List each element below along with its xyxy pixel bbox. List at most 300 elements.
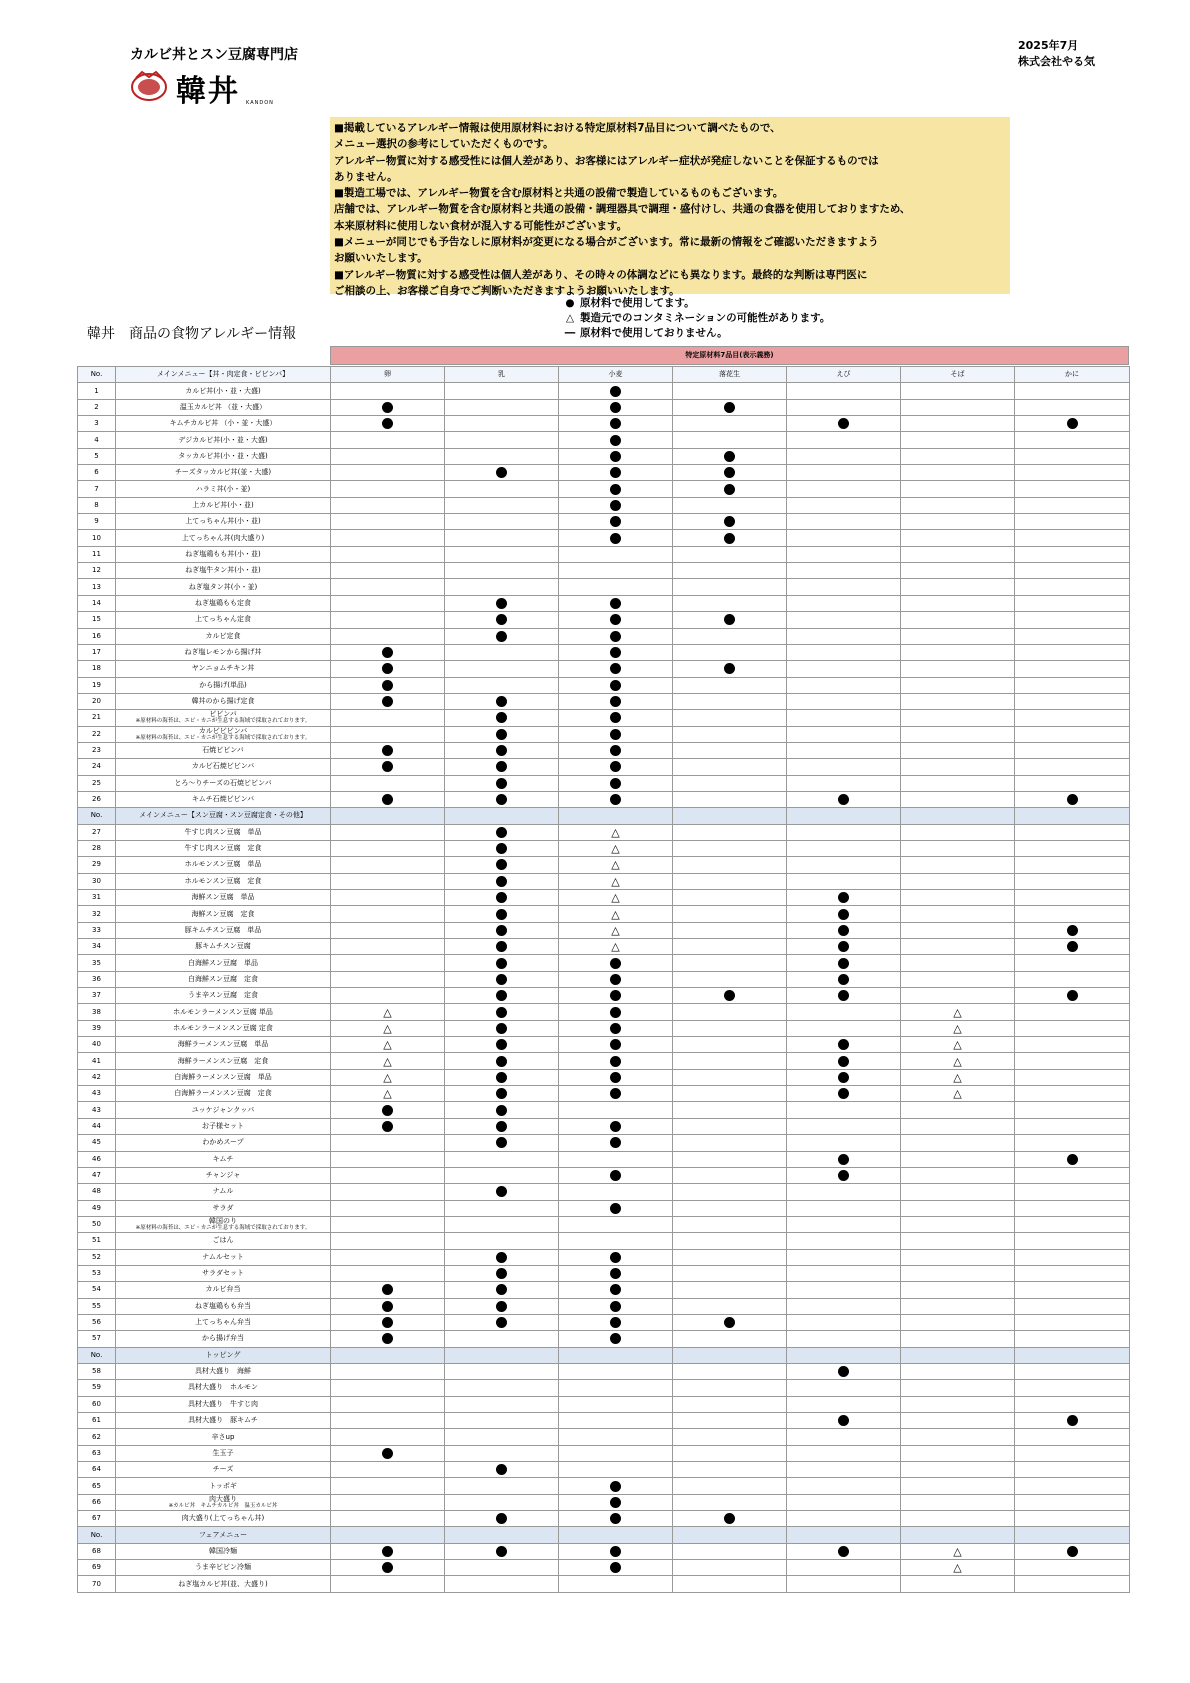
allergen-cell: [901, 1429, 1015, 1445]
allergen-cell: [901, 1233, 1015, 1249]
table-row: [78, 465, 1130, 481]
allergen-cell: [331, 693, 445, 709]
menu-item-name: [116, 1331, 331, 1347]
allergen-cell: [331, 399, 445, 415]
allergen-cell: [331, 661, 445, 677]
allergen-cell: [787, 939, 901, 955]
allergen-cell: [331, 1053, 445, 1069]
allergen-cell: [445, 677, 559, 693]
table-row: [78, 1069, 1130, 1085]
allergen-cell: [559, 824, 673, 840]
notice-line: ■掲載しているアレルギー情報は使用原材料における特定原材料7品目について調べたもので、: [334, 122, 781, 134]
row-number: 51: [78, 1233, 116, 1249]
allergen-cell: [901, 612, 1015, 628]
allergen-cell: [1015, 1576, 1130, 1592]
contains-mark: [610, 696, 621, 707]
allergen-cell: [673, 1020, 787, 1036]
contamination-mark: △: [953, 1054, 962, 1068]
allergen-cell: [1015, 432, 1130, 448]
allergy-table: [77, 366, 1130, 1593]
notice-line: ■製造工場では、アレルギー物質を含む原材料と共通の設備で製造しているものもございます。: [334, 187, 784, 200]
table-row: [78, 1265, 1130, 1281]
menu-item-name: [116, 1184, 331, 1200]
contains-mark: [382, 745, 393, 756]
table-row: [78, 563, 1130, 579]
allergen-cell: [1015, 481, 1130, 497]
allergen-cell: [1015, 1167, 1130, 1183]
section-cell: [445, 1527, 559, 1543]
allergen-cell: [901, 726, 1015, 742]
menu-item-name: [116, 1135, 331, 1151]
allergen-cell: [331, 1494, 445, 1510]
allergen-cell: [673, 1118, 787, 1134]
allergen-cell: [331, 546, 445, 562]
contains-mark: [496, 1137, 507, 1148]
allergen-cell: [1015, 1494, 1130, 1510]
allergen-cell: [787, 1429, 901, 1445]
table-row: [78, 1445, 1130, 1461]
allergen-cell: [673, 612, 787, 628]
contains-mark: [838, 925, 849, 936]
allergen-cell: [445, 1511, 559, 1527]
menu-item-name: [116, 448, 331, 464]
contains-mark: [496, 1464, 507, 1475]
allergen-cell: [559, 1037, 673, 1053]
contains-mark: [610, 778, 621, 789]
allergen-cell: [787, 1560, 901, 1576]
menu-item-label: ホルモンスン豆腐 単品: [184, 860, 262, 869]
allergen-cell: [673, 971, 787, 987]
menu-item-name: [116, 1576, 331, 1592]
allergen-cell: [559, 873, 673, 889]
contains-mark: [610, 1301, 621, 1312]
allergen-cell: [673, 1053, 787, 1069]
contains-mark: [496, 467, 507, 478]
menu-item-label: サラダセット: [202, 1269, 244, 1278]
menu-item-note: ※カルビ丼 キムチカルビ丼 温玉カルビ丼: [168, 1502, 278, 1509]
row-number: 62: [78, 1429, 116, 1445]
legend-text: 原材料で使用しておりません。: [580, 327, 728, 339]
menu-item-name: [116, 1167, 331, 1183]
allergen-cell: [787, 1282, 901, 1298]
allergen-cell: [901, 1102, 1015, 1118]
row-number: 57: [78, 1331, 116, 1347]
section-cell: [331, 808, 445, 824]
allergen-cell: [331, 1249, 445, 1265]
brand-logo-text: 韓丼: [176, 74, 240, 109]
row-number: 6: [78, 465, 116, 481]
menu-item-label: ねぎ塩鶏もも定食: [195, 598, 251, 607]
allergen-cell: [559, 448, 673, 464]
allergen-cell: [559, 1151, 673, 1167]
allergen-cell: [331, 1200, 445, 1216]
row-number: 56: [78, 1314, 116, 1330]
contains-mark: [496, 1546, 507, 1557]
menu-item-name: [116, 759, 331, 775]
contains-mark: [610, 647, 621, 658]
allergen-cell: [445, 1069, 559, 1085]
allergen-cell: [673, 775, 787, 791]
contains-mark: [496, 745, 507, 756]
menu-item-label: トッポギ: [209, 1481, 237, 1490]
allergen-cell: [331, 1118, 445, 1134]
contains-mark: [610, 467, 621, 478]
contains-mark: [838, 909, 849, 920]
menu-item-name: [116, 775, 331, 791]
table-row: [78, 644, 1130, 660]
allergen-cell: [559, 1298, 673, 1314]
allergen-cell: [1015, 840, 1130, 856]
allergen-cell: [445, 1445, 559, 1461]
allergen-cell: [901, 1167, 1015, 1183]
row-number: 19: [78, 677, 116, 693]
allergen-cell: [445, 1298, 559, 1314]
menu-item-label: から揚げ(単品): [199, 680, 247, 689]
allergen-cell: [445, 906, 559, 922]
menu-item-name: [116, 1086, 331, 1102]
allergen-cell: [901, 1396, 1015, 1412]
row-number: 43: [78, 1102, 116, 1118]
allergen-cell: [673, 726, 787, 742]
allergen-cell: [445, 497, 559, 513]
allergen-cell: [445, 644, 559, 660]
contains-mark: [610, 729, 621, 740]
allergen-cell: [445, 890, 559, 906]
contains-mark: [496, 990, 507, 1001]
row-number: 20: [78, 693, 116, 709]
menu-item-label: 白海鮮スン豆腐 定食: [188, 974, 258, 983]
allergen-cell: [673, 563, 787, 579]
allergen-cell: [1015, 546, 1130, 562]
allergen-cell: [901, 939, 1015, 955]
contains-mark: [610, 1088, 621, 1099]
allergen-cell: [901, 448, 1015, 464]
allergen-cell: [559, 1118, 673, 1134]
no-header: No.: [78, 1527, 116, 1543]
contains-mark: [496, 712, 507, 723]
menu-item-name: [116, 824, 331, 840]
allergen-cell: [1015, 791, 1130, 807]
contains-mark: [496, 843, 507, 854]
logo-seal-icon: [130, 70, 168, 102]
menu-item-label: ユッケジャンクッパ: [191, 1105, 255, 1114]
allergen-cell: [445, 1167, 559, 1183]
allergen-cell: [559, 1020, 673, 1036]
allergen-cell: [445, 1249, 559, 1265]
allergen-cell: [901, 1576, 1015, 1592]
allergen-cell: [559, 955, 673, 971]
table-row: [78, 693, 1130, 709]
table-row: [78, 742, 1130, 758]
row-number: 34: [78, 939, 116, 955]
contains-mark: [496, 1072, 507, 1083]
contains-mark: [382, 1301, 393, 1312]
allergen-cell: [901, 971, 1015, 987]
contamination-mark: △: [953, 1087, 962, 1101]
table-row: [78, 775, 1130, 791]
allergen-cell: [787, 791, 901, 807]
contains-mark: [496, 1088, 507, 1099]
allergen-cell: [445, 465, 559, 481]
allergen-cell: [559, 922, 673, 938]
allergen-cell: [331, 595, 445, 611]
menu-item-label: 牛すじ肉スン豆腐 単品: [184, 827, 262, 836]
allergen-cell: [787, 1462, 901, 1478]
menu-item-note: ※原材料の海苔は、エビ・カニが生息する海域で採取されております。: [135, 718, 311, 725]
allergen-cell: [559, 563, 673, 579]
table-row: [78, 791, 1130, 807]
table-row: [78, 1331, 1130, 1347]
allergen-cell: [673, 988, 787, 1004]
allergen-cell: [787, 1053, 901, 1069]
contains-mark: [1067, 1154, 1078, 1165]
section-title: フェアメニュー: [116, 1527, 331, 1543]
table-row: [78, 661, 1130, 677]
allergen-cell: [901, 481, 1015, 497]
menu-item-label: 生玉子: [212, 1448, 234, 1457]
allergen-cell: [673, 530, 787, 546]
row-number: 13: [78, 579, 116, 595]
allergen-cell: [673, 922, 787, 938]
contains-mark: [610, 598, 621, 609]
menu-item-label: 豚キムチスン豆腐: [195, 942, 251, 951]
table-row: [78, 530, 1130, 546]
table-row: [78, 1167, 1130, 1183]
menu-item-label: ねぎ塩レモンから揚げ丼: [184, 648, 262, 657]
contains-mark: [610, 451, 621, 462]
allergen-cell: [559, 1167, 673, 1183]
allergen-cell: [331, 1331, 445, 1347]
allergen-cell: [1015, 1184, 1130, 1200]
allergen-cell: [1015, 1331, 1130, 1347]
menu-item-name: [116, 1004, 331, 1020]
allergen-cell: [559, 1494, 673, 1510]
allergen-cell: [787, 628, 901, 644]
contains-mark: [610, 1007, 621, 1018]
section-cell: [1015, 1347, 1130, 1363]
allergen-cell: [787, 644, 901, 660]
allergen-cell: [673, 546, 787, 562]
allergen-cell: [673, 432, 787, 448]
menu-item-label: ナムル: [212, 1187, 234, 1196]
allergen-cell: [901, 775, 1015, 791]
allergen-cell: [1015, 1396, 1130, 1412]
allergen-cell: [787, 677, 901, 693]
contamination-mark: △: [611, 907, 620, 921]
section-cell: [331, 1347, 445, 1363]
allergen-cell: [673, 1576, 787, 1592]
menu-item-name: [116, 383, 331, 399]
table-row: [78, 1494, 1130, 1510]
allergen-cell: [1015, 628, 1130, 644]
allergen-cell: [673, 448, 787, 464]
contains-mark: [610, 631, 621, 642]
menu-item-label: 上てっちゃん丼(小・並): [185, 517, 261, 526]
allergen-cell: [787, 1249, 901, 1265]
allergen-cell: [559, 775, 673, 791]
allergen-cell: [331, 1233, 445, 1249]
allergen-cell: [673, 514, 787, 530]
contamination-mark: △: [611, 842, 620, 856]
menu-item-label: 具材大盛り 豚キムチ: [188, 1416, 258, 1425]
allergen-cell: [559, 1462, 673, 1478]
allergen-cell: [787, 1069, 901, 1085]
contamination-mark: △: [383, 1021, 392, 1035]
contains-mark: [496, 761, 507, 772]
contains-mark: [610, 1513, 621, 1524]
contains-mark: [610, 1562, 621, 1573]
allergen-cell: [559, 677, 673, 693]
allergen-cell: [559, 465, 673, 481]
allergen-cell: [1015, 824, 1130, 840]
contains-mark: [610, 516, 621, 527]
contains-mark: [1067, 925, 1078, 936]
row-number: 49: [78, 1200, 116, 1216]
row-number: 32: [78, 906, 116, 922]
menu-item-name: [116, 1265, 331, 1281]
allergen-cell: [787, 595, 901, 611]
allergen-cell: [1015, 988, 1130, 1004]
allergen-cell: [787, 742, 901, 758]
allergen-cell: [559, 1396, 673, 1412]
section-cell: [901, 808, 1015, 824]
allergen-cell: [673, 857, 787, 873]
allergen-cell: [331, 1396, 445, 1412]
document-date: 2025年7月: [1018, 39, 1079, 52]
allergen-header: 小麦: [559, 367, 673, 383]
allergen-cell: [559, 1363, 673, 1379]
allergen-cell: [445, 1200, 559, 1216]
allergen-cell: [787, 890, 901, 906]
menu-item-name: [116, 1543, 331, 1559]
allergen-cell: [331, 857, 445, 873]
menu-item-label: ハラミ丼(小・並): [195, 484, 251, 493]
row-number: 1: [78, 383, 116, 399]
contains-mark: [382, 1317, 393, 1328]
allergen-cell: [787, 824, 901, 840]
allergen-cell: [787, 497, 901, 513]
contamination-mark: △: [953, 1070, 962, 1084]
table-row: [78, 497, 1130, 513]
allergen-cell: [787, 840, 901, 856]
contains-mark: [496, 1284, 507, 1295]
table-row: [78, 1511, 1130, 1527]
allergen-cell: [559, 857, 673, 873]
notice-line: ■メニューが同じでも予告なしに原材料が変更になる場合がございます。常に最新の情報をご確認いただきますよう: [334, 236, 879, 249]
allergen-cell: [673, 873, 787, 889]
contains-mark: [724, 533, 735, 544]
row-number: 39: [78, 1020, 116, 1036]
allergen-cell: [673, 1429, 787, 1445]
allergen-cell: [559, 791, 673, 807]
section-cell: [901, 1347, 1015, 1363]
contains-mark: [382, 663, 393, 674]
table-row: [78, 1086, 1130, 1102]
allergen-cell: [901, 1249, 1015, 1265]
table-row: [78, 1037, 1130, 1053]
allergen-cell: [445, 546, 559, 562]
contains-mark: [610, 1546, 621, 1557]
table-row: [78, 1462, 1130, 1478]
menu-item-label: 上てっちゃん丼(肉大盛り): [181, 533, 265, 542]
allergen-cell: [445, 1331, 559, 1347]
menu-item-name: [116, 726, 331, 742]
contains-mark: [610, 1317, 621, 1328]
allergen-cell: [331, 530, 445, 546]
menu-item-label: ホルモンスン豆腐 定食: [184, 876, 262, 885]
contains-mark: [838, 990, 849, 1001]
allergen-cell: [1015, 873, 1130, 889]
allergen-cell: [445, 1576, 559, 1592]
contains-mark: [724, 451, 735, 462]
allergen-cell: [559, 416, 673, 432]
allergen-group-banner: 特定原材料7品目(表示義務): [330, 346, 1129, 365]
table-row: [78, 1363, 1130, 1379]
allergen-cell: [901, 1086, 1015, 1102]
menu-item-label: 石焼ビビンバ: [202, 746, 244, 755]
allergen-cell: [901, 1282, 1015, 1298]
menu-item-label: ねぎ塩牛タン丼(小・並): [185, 566, 261, 575]
contamination-mark: △: [611, 891, 620, 905]
contains-mark: [496, 1007, 507, 1018]
allergen-cell: [673, 1396, 787, 1412]
contains-mark: [724, 467, 735, 478]
allergen-cell: [445, 1282, 559, 1298]
allergen-cell: [787, 1396, 901, 1412]
row-number: 35: [78, 955, 116, 971]
notice-line: アレルギー物質に対する感受性には個人差があり、お客様にはアレルギー症状が発症しないことを保証するものでは: [334, 154, 879, 167]
menu-item-name: [116, 1314, 331, 1330]
allergen-cell: [445, 1478, 559, 1494]
menu-item-label: サラダ: [212, 1203, 234, 1212]
contains-mark: [382, 1121, 393, 1132]
allergen-cell: [445, 432, 559, 448]
allergen-cell: [787, 1543, 901, 1559]
allergen-cell: [559, 710, 673, 726]
allergen-cell: [559, 399, 673, 415]
allergen-cell: [1015, 726, 1130, 742]
contains-mark: [838, 974, 849, 985]
allergen-cell: [331, 1576, 445, 1592]
table-row: [78, 955, 1130, 971]
menu-item-label: カルビ石焼ビビンバ: [191, 762, 255, 771]
allergen-cell: [1015, 1216, 1130, 1232]
allergen-cell: [445, 857, 559, 873]
allergen-cell: [901, 546, 1015, 562]
menu-item-name: [116, 1445, 331, 1461]
allergen-cell: [559, 939, 673, 955]
menu-item-name: [116, 939, 331, 955]
allergen-cell: [445, 759, 559, 775]
allergen-cell: [445, 1184, 559, 1200]
row-number: 31: [78, 890, 116, 906]
table-row: [78, 873, 1130, 889]
section-cell: [1015, 1527, 1130, 1543]
row-number: 59: [78, 1380, 116, 1396]
allergen-cell: [559, 1053, 673, 1069]
menu-item-label: お子様セット: [202, 1121, 244, 1130]
table-row: [78, 1020, 1130, 1036]
notice-line: メニュー選択の参考にしていただくものです。: [334, 138, 554, 151]
allergen-cell: [1015, 1233, 1130, 1249]
allergen-cell: [331, 873, 445, 889]
allergen-cell: [445, 661, 559, 677]
allergen-cell: [901, 1151, 1015, 1167]
menu-item-label: タッカルビ丼(小・並・大盛): [178, 451, 268, 460]
allergen-cell: [1015, 448, 1130, 464]
contains-mark: [496, 1252, 507, 1263]
section-cell: [445, 1347, 559, 1363]
